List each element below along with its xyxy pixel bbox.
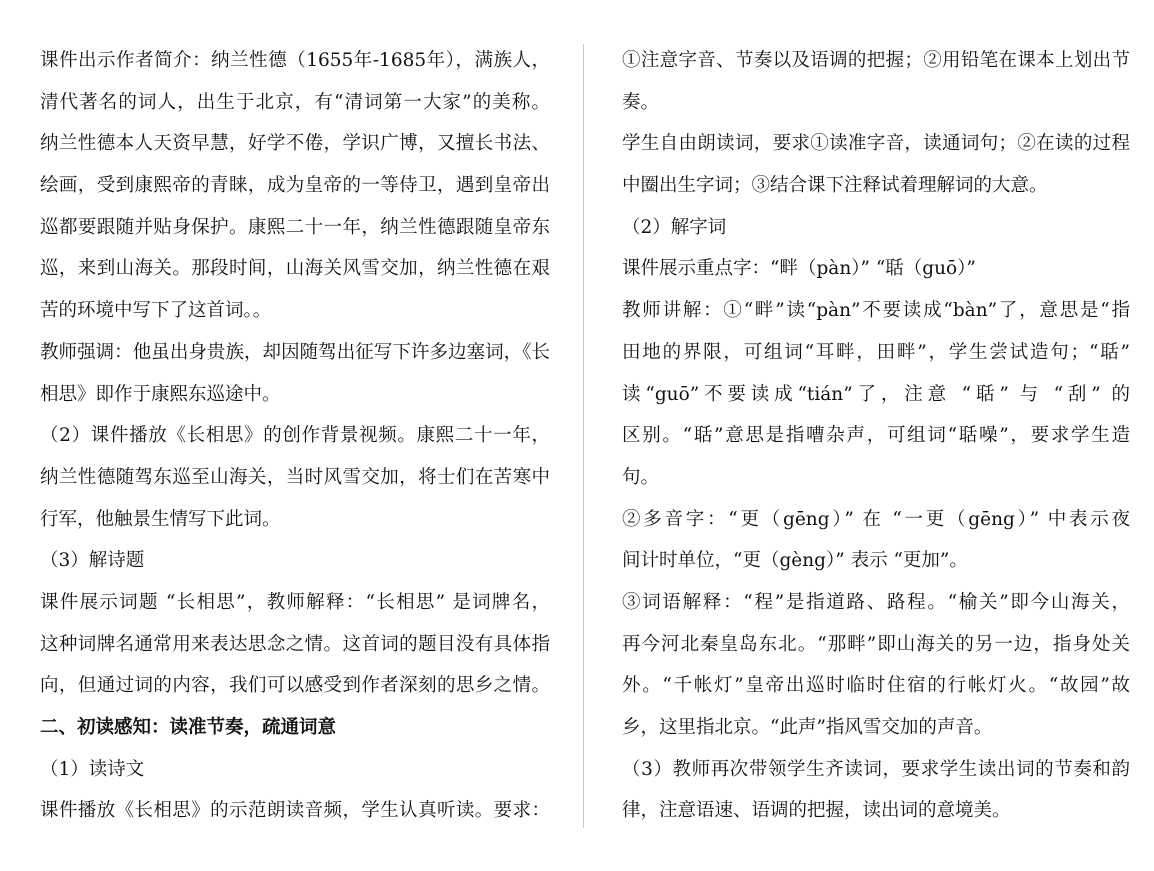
- text-line: 纳兰性德随驾东巡至山海关，当时风雪交加，将士们在苦寒中: [40, 466, 550, 488]
- text-line: 清代著名的词人，出生于北京，有“清词第一大家”的美称。: [40, 91, 550, 113]
- text-line: 课件展示重点字：“畔（pàn）” “聒（guō）”: [622, 258, 976, 280]
- text-line: 乡，这里指北京。“此声”指风雪交加的声音。: [622, 717, 993, 738]
- text-line: （3）解诗题: [40, 550, 145, 572]
- text-line: 绘画，受到康熙帝的青睐，成为皇帝的一等侍卫，遇到皇帝出: [40, 175, 550, 197]
- text-line: 区别。“聒”意思是指嘈杂声，可组词“聒噪”，要求学生造: [622, 425, 1130, 447]
- text-line: ②多音字：“更（gēng）” 在 “一更（gēng）” 中表示夜: [622, 508, 1130, 530]
- text-line: 课件播放《长相思》的示范朗读音频，学生认真听读。要求：: [40, 800, 550, 822]
- text-line: ①注意字音、节奏以及语调的把握；②用铅笔在课本上划出节: [622, 50, 1130, 71]
- text-line: 教师强调：他虽出身贵族，却因随驾出征写下许多边塞词，《长: [40, 341, 550, 363]
- text-line: （3）教师再次带领学生齐读词，要求学生读出词的节奏和韵: [622, 758, 1130, 780]
- text-line: 律，注意语速、语调的把握，读出词的意境美。: [622, 800, 1011, 822]
- text-line: 巡，来到山海关。那段时间，山海关风雪交加，纳兰性德在艰: [40, 258, 550, 280]
- text-line: 纳兰性德本人天资早慧，好学不倦，学识广博，又擅长书法、: [40, 133, 550, 155]
- text-line: 间计时单位，“更（gèng）” 表示 “更加”。: [622, 550, 968, 572]
- text-line: 中圈出生字词；③结合课下注释试着理解词的大意。: [622, 175, 1048, 197]
- text-line: 课件展示词题 “长相思”，教师解释：“长相思” 是词牌名，: [40, 591, 550, 613]
- text-line: ③词语解释：“程”是指道路、路程。“榆关”即今山海关，: [622, 591, 1130, 613]
- text-line: 行军，他触景生情写下此词。: [40, 508, 281, 530]
- section-heading: 二、初读感知：读准节奏，疏通词意: [40, 717, 337, 738]
- text-line: 巡都要跟随并贴身保护。康熙二十一年，纳兰性德跟随皇帝东: [40, 216, 550, 238]
- text-line: 读“guō”不要读成“tián”了，注意 “聒” 与 “刮” 的: [622, 383, 1130, 405]
- text-line: 再今河北秦皇岛东北。“那畔”即山海关的另一边，指身处关: [622, 633, 1130, 655]
- right-text-column: [622, 40, 1130, 832]
- text-line: 相思》即作于康熙东巡途中。: [40, 383, 281, 405]
- text-line: （2）解字词: [622, 216, 727, 238]
- text-line: 向，但通过词的内容，我们可以感受到作者深刻的思乡之情。: [40, 675, 550, 697]
- text-line: 课件出示作者简介：纳兰性德（1655年-1685年），满族人，: [40, 50, 550, 71]
- text-line: 奏。: [622, 91, 660, 113]
- text-line: 句。: [622, 466, 660, 488]
- text-line: （2）课件播放《长相思》的创作背景视频。康熙二十一年，: [40, 425, 550, 447]
- text-line: 田地的界限，可组词“耳畔，田畔”，学生尝试造句；“聒”: [622, 341, 1130, 363]
- column-divider: [583, 44, 584, 828]
- text-line: 外。“千帐灯”皇帝出巡时临时住宿的行帐灯火。“故园”故: [622, 675, 1130, 697]
- text-line: 苦的环境中写下了这首词。。: [40, 300, 272, 322]
- left-text-column: [40, 40, 550, 832]
- text-line: （1）读诗文: [40, 758, 145, 780]
- text-line: 教师讲解：①“畔”读“pàn”不要读成“bàn”了，意思是“指: [622, 300, 1130, 322]
- text-line: 学生自由朗读词，要求①读准字音，读通词句；②在读的过程: [622, 133, 1130, 155]
- text-line: 这种词牌名通常用来表达思念之情。这首词的题目没有具体指: [40, 633, 550, 655]
